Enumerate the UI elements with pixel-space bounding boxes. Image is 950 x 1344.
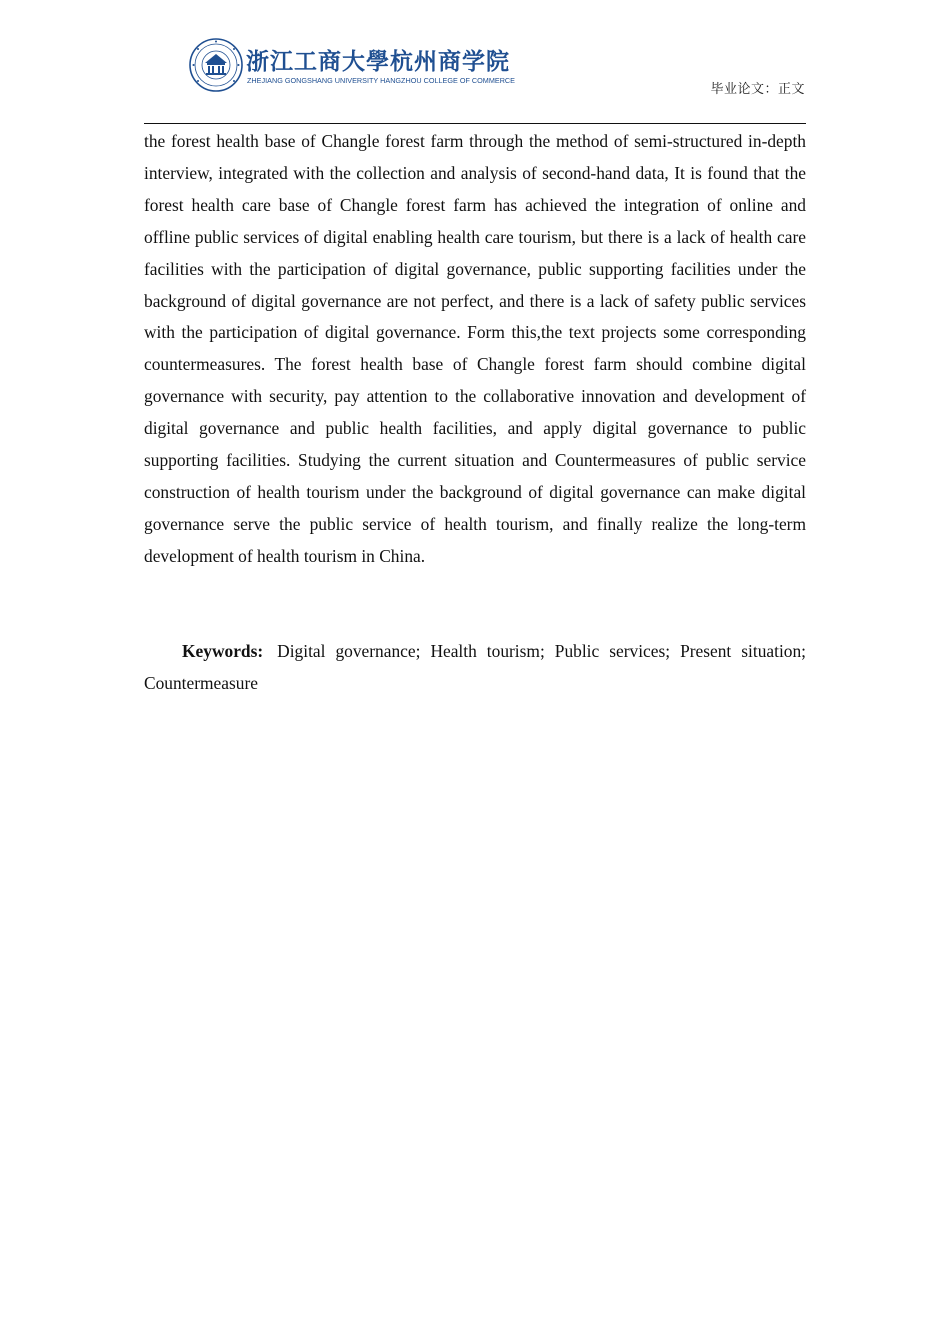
university-name-cn: 浙江工商大學杭州商学院 — [246, 49, 510, 75]
university-logo-graphic — [188, 36, 518, 94]
keywords-line — [144, 636, 806, 700]
section-label: 毕业论文：正文 — [710, 82, 805, 97]
header-divider — [144, 123, 806, 124]
keywords-text: Digital governance; Health tourism; Public services; Present situation; Countermeasure — [144, 641, 806, 693]
page-header — [144, 0, 806, 124]
seal-emblem-icon — [190, 39, 242, 91]
keywords-label: Keywords: — [182, 641, 264, 661]
university-logo — [188, 36, 518, 94]
university-name-en: ZHEJIANG GONGSHANG UNIVERSITY HANGZHOU COLLEGE OF COMMERCE — [247, 76, 516, 85]
abstract-body: the forest health base of Changle forest farm through the method of semi-structured in-depth interview, integrated with the collection and analysis of second-hand data, It is found that the forest health care base of Changle forest farm has achieved the integration of online and offline public services of digital enabling health care tourism, but there is a lack of health care facilities with the participation of digital governance, public supporting facilities under the background of digital governance are not perfect, and there is a lack of safety public services with the participation of digital governance. Form this,the text projects some corresponding countermeasures. The forest health base of Changle forest farm should combine digital governance with security, pay attention to the collaborative innovation and development of digital governance and public health facilities, and apply digital governance to public supporting facilities. Studying the current situation and Countermeasures of public service construction of health tourism under the background of digital governance can make digital governance serve the public service of health tourism, and finally realize the long-term development of health tourism in China. — [144, 131, 806, 566]
